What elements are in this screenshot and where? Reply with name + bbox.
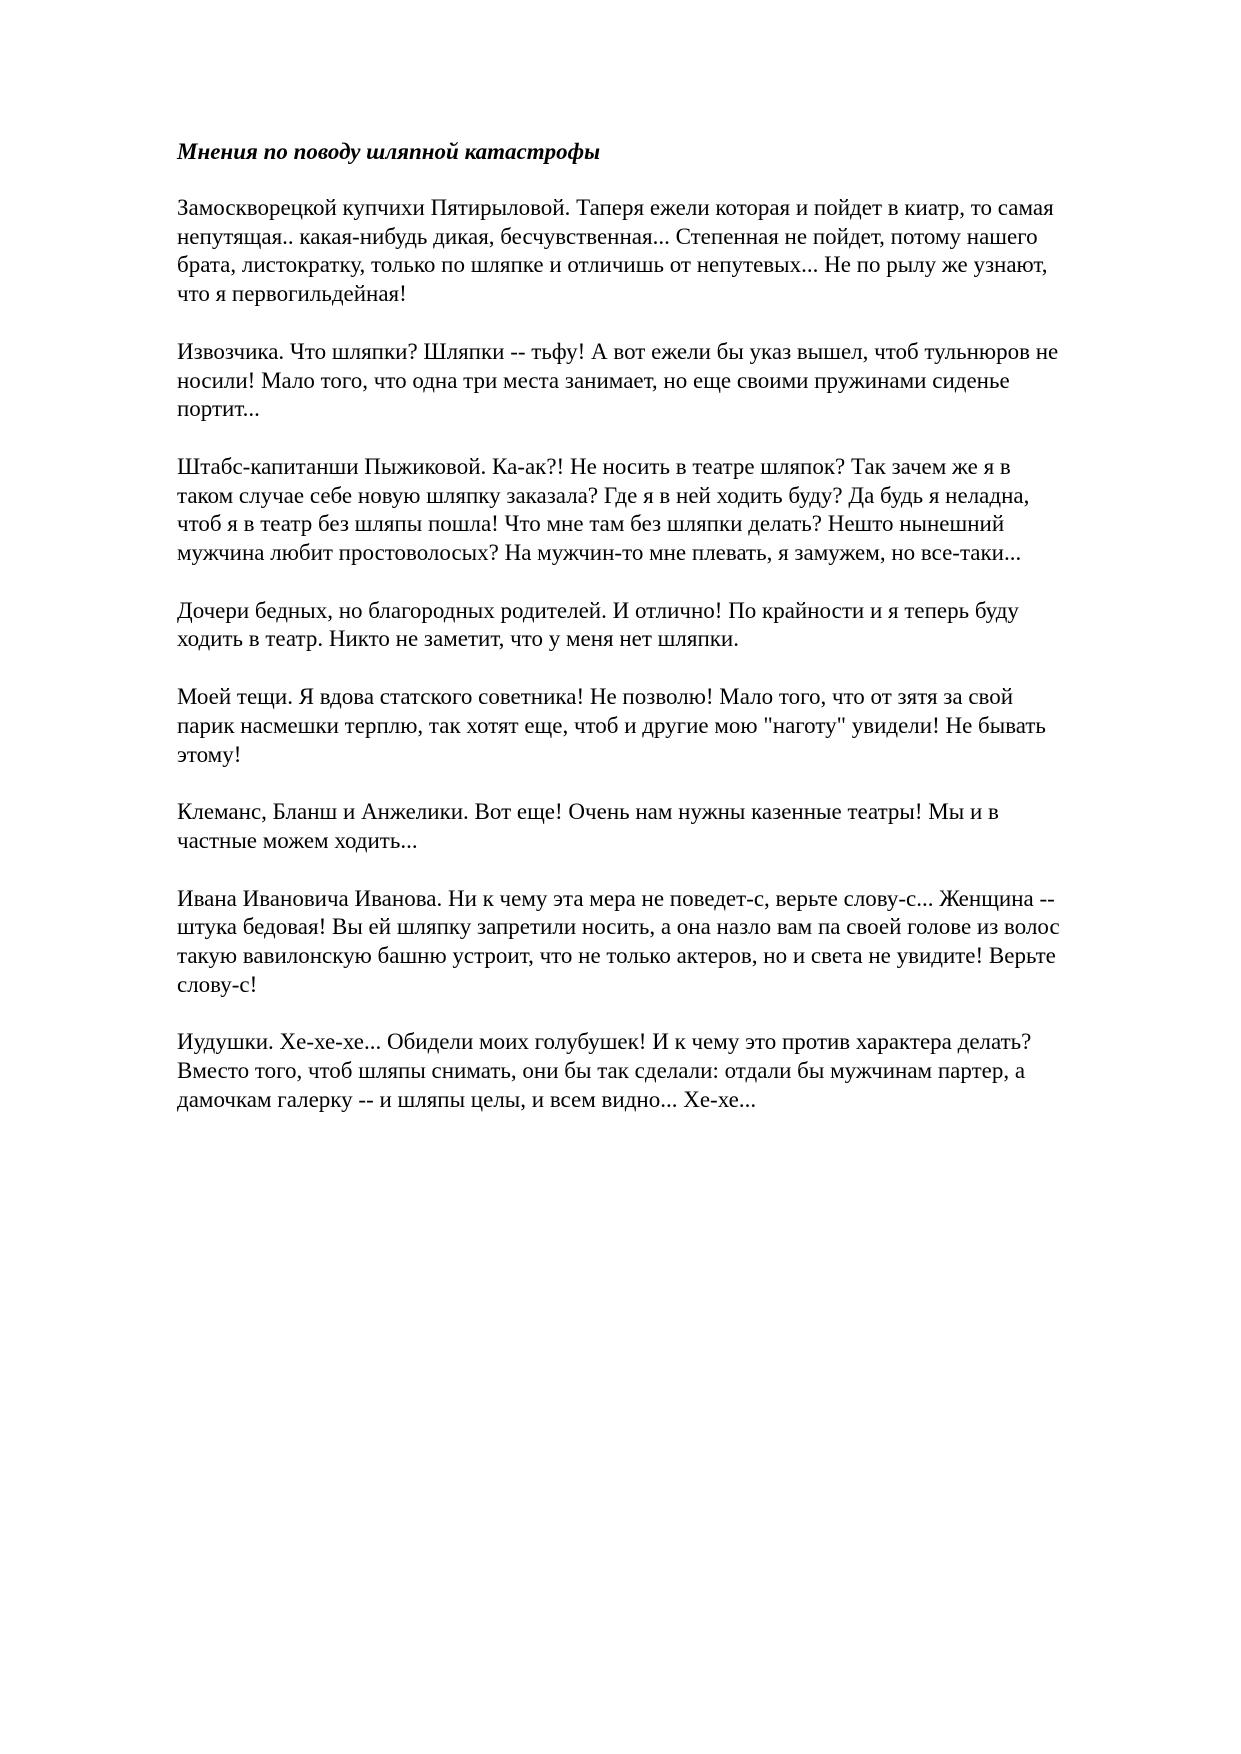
text-line: портит...: [177, 396, 260, 422]
text-line: брата, листократку, только по шляпке и отличишь от непутевых... Не по рылу же узнают,: [177, 252, 1048, 278]
paragraph-iudushka: [177, 1028, 1167, 1114]
document-page: [177, 138, 1167, 1144]
paragraph-klemans: [177, 798, 1167, 855]
text-line: что я первогильдейная!: [177, 281, 407, 307]
text-line: мужчина любит простоволосых? На мужчин-то мне плевать, я замужем, но все-таки...: [177, 540, 1022, 566]
paragraph-pyatirylova: [177, 194, 1167, 309]
paragraph-ivanov: [177, 885, 1167, 1000]
text-line: дамочкам галерку -- и шляпы целы, и всем видно... Хе-хе...: [177, 1086, 757, 1112]
text-line: Дочери бедных, но благородных родителей. И отлично! По крайности и я теперь буду: [177, 597, 1019, 623]
text-line: непутящая.. какая-нибудь дикая, бесчувственная... Степенная не пойдет, потому нашего: [177, 223, 1038, 249]
paragraph-doch: [177, 597, 1167, 654]
text-line: Штабс-капитанши Пыжиковой. Ка-ак?! Не носить в театре шляпок? Так зачем же я в: [177, 453, 1011, 479]
paragraph-teshcha: [177, 683, 1167, 769]
text-line: Вместо того, чтоб шляпы снимать, они бы так сделали: отдали бы мужчинам партер, а: [177, 1058, 1026, 1084]
text-line: таком случае себе новую шляпку заказала? Где я в ней ходить буду? Да будь я неладна,: [177, 482, 1030, 508]
text-line: Ивана Ивановича Иванова. Ни к чему эта мера не поведет-с, верьте слову-с... Женщина --: [177, 885, 1055, 911]
text-line: Моей тещи. Я вдова статского советника! Не позволю! Мало того, что от зятя за свой: [177, 684, 1014, 710]
text-line: чтоб я в театр без шляпы пошла! Что мне там без шляпки делать? Нешто нынешний: [177, 511, 1005, 537]
text-line: носили! Мало того, что одна три места занимает, но еще своими пружинами сиденье: [177, 367, 1010, 393]
document-title: Мнения по поводу шляпной катастрофы: [177, 139, 601, 164]
text-line: Иудушки. Хе-хе-хе... Обидели моих голубушек! И к чему это против характера делать?: [177, 1029, 1032, 1055]
text-line: частные можем ходить...: [177, 827, 418, 853]
text-line: Извозчика. Что шляпки? Шляпки -- тьфу! А вот ежели бы указ вышел, чтоб тульнюров не: [177, 338, 1059, 364]
text-line: такую вавилонскую башню устроит, что не только актеров, но и света не увидите! Верьте: [177, 943, 1056, 969]
paragraph-pyzhikova: [177, 453, 1167, 568]
text-line: ходить в театр. Никто не заметит, что у меня нет шляпки.: [177, 626, 739, 652]
text-line: парик насмешки терплю, так хотят еще, чтоб и другие мою "наготу" увидели! Не бывать: [177, 712, 1046, 738]
text-line: Замоскворецкой купчихи Пятирыловой. Таперя ежели которая и пойдет в киатр, то самая: [177, 195, 1054, 220]
text-line: этому!: [177, 741, 242, 767]
text-line: слову-с!: [177, 971, 258, 997]
text-line: Клеманс, Бланш и Анжелики. Вот еще! Очень нам нужны казенные театры! Мы и в: [177, 799, 999, 825]
paragraph-izvozchik: [177, 338, 1167, 424]
text-line: штука бедовая! Вы ей шляпку запретили носить, а она назло вам па своей голове из волос: [177, 914, 1060, 940]
